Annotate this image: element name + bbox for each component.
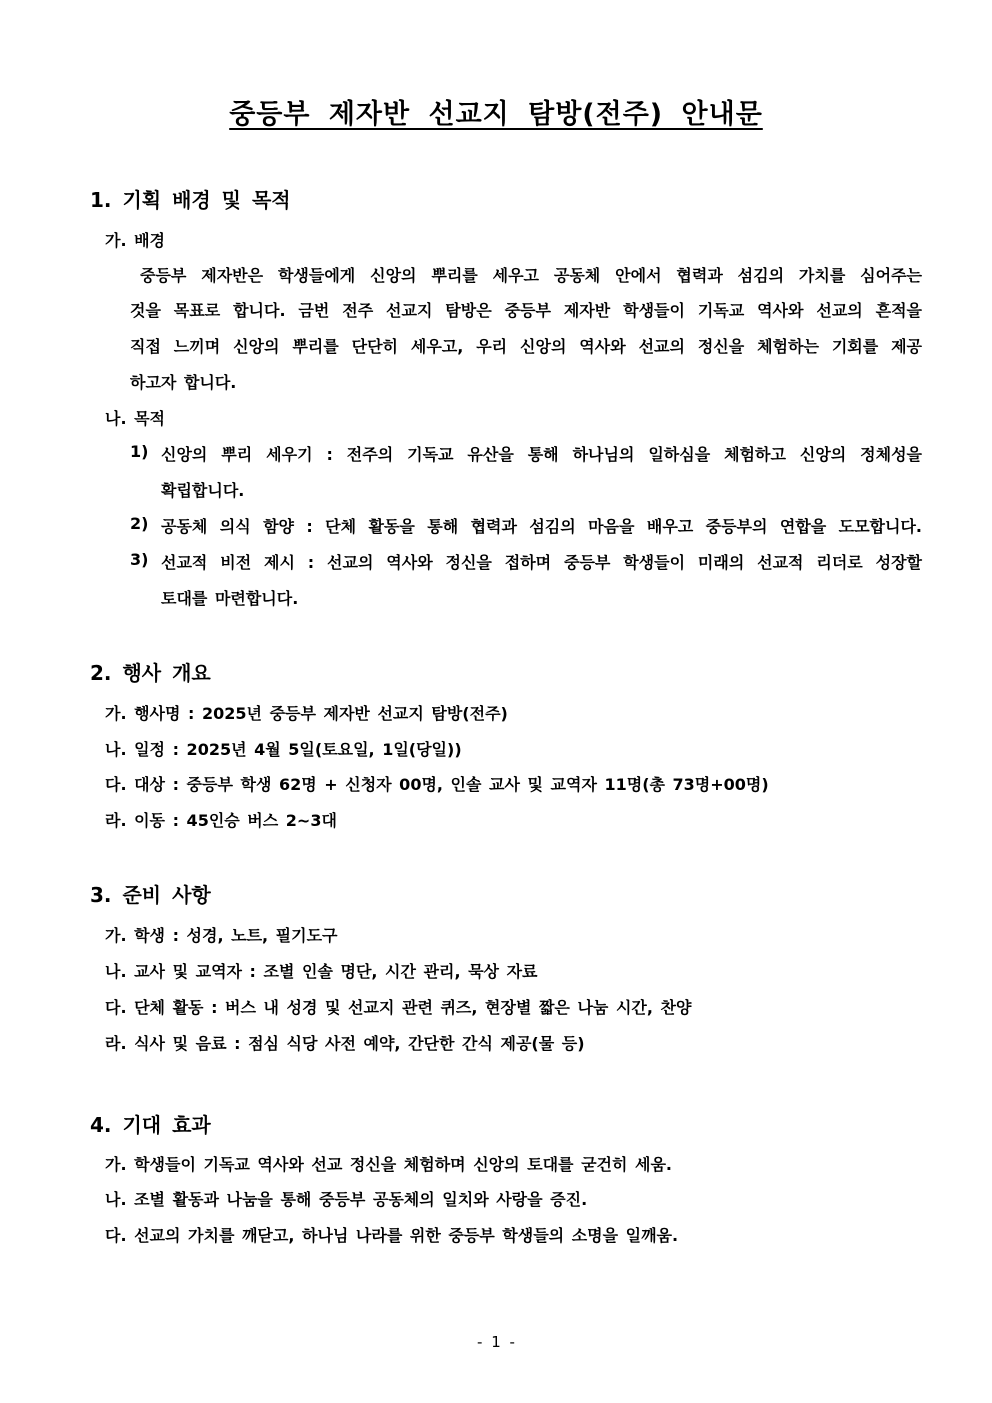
item-number: 2) xyxy=(130,514,149,533)
item-text: 공동체 의식 함양 : 단체 활동을 통해 협력과 섬김의 마음을 배우고 중등부의 연합을 도모합니다. xyxy=(161,517,922,536)
effect-item: 가. 학생들이 기독교 역사와 선교 정신을 체험하며 신앙의 토대를 굳건히 세움. xyxy=(105,1155,672,1174)
preparation-item: 라. 식사 및 음료 : 점심 식당 사전 예약, 간단한 간식 제공(물 등) xyxy=(105,1034,585,1053)
overview-item: 다. 대상 : 중등부 학생 62명 + 신청자 00명, 인솔 교사 및 교역자 11명(총 73명+00명) xyxy=(105,775,769,794)
overview-item: 나. 일정 : 2025년 4월 5일(토요일, 1일(당일)) xyxy=(105,740,462,759)
item-text-continuation: 확립합니다. xyxy=(161,481,245,500)
effect-item: 나. 조별 활동과 나눔을 통해 중등부 공동체의 일치와 사랑을 증진. xyxy=(105,1190,588,1209)
document-title: 중등부 제자반 선교지 탐방(전주) 안내문 xyxy=(229,99,763,130)
item-text: 선교적 비전 제시 : 선교의 역사와 정신을 접하며 중등부 학생들이 미래의 선교적 리더로 성장할 xyxy=(161,553,922,572)
preparation-item: 다. 단체 활동 : 버스 내 성경 및 선교지 관련 퀴즈, 현장별 짧은 나눔 시간, 찬양 xyxy=(105,998,692,1017)
section-heading-background-purpose: 1. 기획 배경 및 목적 xyxy=(90,188,291,212)
item-text-continuation: 토대를 마련합니다. xyxy=(161,589,299,608)
effect-item: 다. 선교의 가치를 깨닫고, 하나님 나라를 위한 중등부 학생들의 소명을 일깨움. xyxy=(105,1226,679,1245)
section-heading-preparation: 3. 준비 사항 xyxy=(90,883,211,907)
page-number: - 1 - xyxy=(477,1333,515,1351)
subsection-label-background: 가. 배경 xyxy=(105,231,166,250)
item-text: 신앙의 뿌리 세우기 : 전주의 기독교 유산을 통해 하나님의 일하심을 체험하고 신앙의 정체성을 xyxy=(161,445,922,464)
preparation-item: 가. 학생 : 성경, 노트, 필기도구 xyxy=(105,926,338,945)
paragraph-line: 중등부 제자반은 학생들에게 신앙의 뿌리를 세우고 공동체 안에서 협력과 섬김의 가치를 심어주는 xyxy=(140,266,922,285)
preparation-item: 나. 교사 및 교역자 : 조별 인솔 명단, 시간 관리, 묵상 자료 xyxy=(105,962,538,981)
section-heading-expected-effects: 4. 기대 효과 xyxy=(90,1113,211,1137)
paragraph-line: 하고자 합니다. xyxy=(130,373,237,392)
subsection-label-purpose: 나. 목적 xyxy=(105,409,166,428)
overview-item: 라. 이동 : 45인승 버스 2~3대 xyxy=(105,811,337,830)
paragraph-line: 것을 목표로 합니다. 금번 전주 선교지 탐방은 중등부 제자반 학생들이 기독교 역사와 선교의 흔적을 xyxy=(130,301,922,320)
paragraph-line: 직접 느끼며 신앙의 뿌리를 단단히 세우고, 우리 신앙의 역사와 선교의 정신을 체험하는 기회를 제공 xyxy=(130,337,922,356)
item-number: 3) xyxy=(130,550,149,569)
item-number: 1) xyxy=(130,442,149,461)
section-heading-event-overview: 2. 행사 개요 xyxy=(90,661,211,685)
overview-item: 가. 행사명 : 2025년 중등부 제자반 선교지 탐방(전주) xyxy=(105,704,508,723)
